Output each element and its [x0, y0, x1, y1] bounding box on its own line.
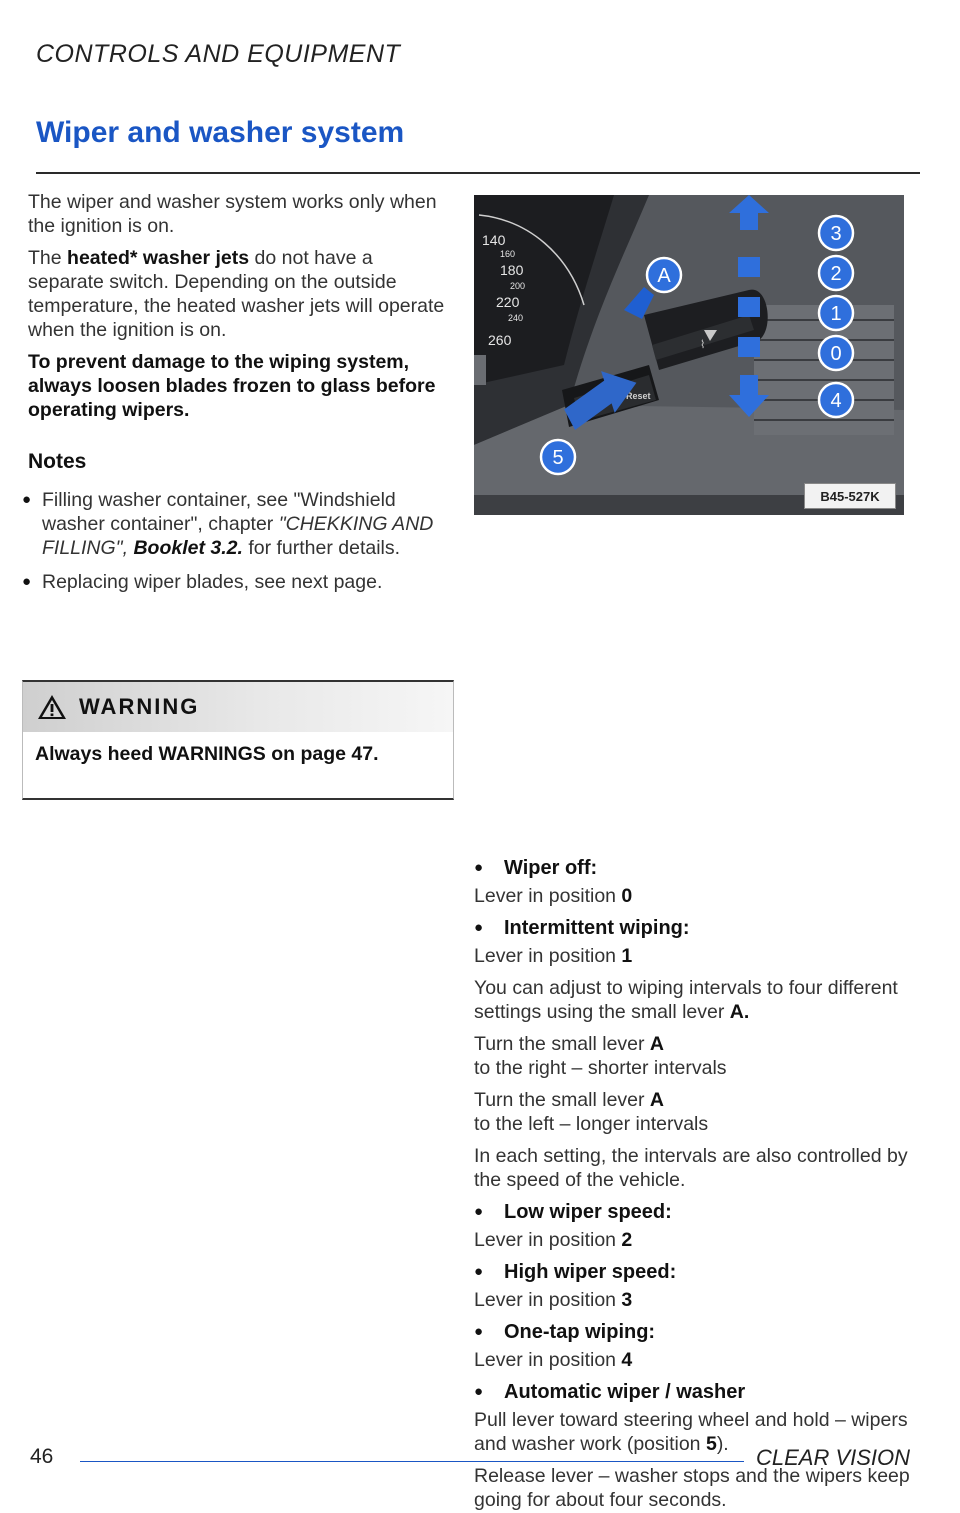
- reset-label: Reset: [626, 391, 651, 401]
- page-number: 46: [30, 1445, 54, 1468]
- svg-text:⌇: ⌇: [700, 339, 706, 351]
- gauge-tick: 260: [488, 332, 512, 348]
- turn-left-text: Turn the small lever A to the left – longer intervals: [474, 1089, 709, 1135]
- wiper-off-body: Lever in position 0: [474, 885, 633, 907]
- callout-1: 1: [830, 303, 842, 325]
- warning-text: Always heed WARNINGS on page 47.: [35, 743, 379, 765]
- callout-A: A: [657, 265, 671, 287]
- gauge-tick: 200: [510, 281, 526, 291]
- one-tap-heading: ● One-tap wiping:: [474, 1321, 656, 1343]
- bullet-icon: ●: [474, 1203, 484, 1220]
- note-item: ● Filling washer container, see "Windshield washer container", chapter "CHEKKING AND FILLING", Booklet 3.2. for further details.: [22, 489, 434, 559]
- wiper-lever-illustration: [474, 195, 904, 515]
- intermittent-body: Lever in position 1: [474, 945, 633, 967]
- gauge-tick: 180: [500, 262, 524, 278]
- bullet-icon: ●: [22, 491, 32, 508]
- bullet-icon: ●: [474, 1323, 484, 1340]
- low-speed-heading: ● Low wiper speed:: [474, 1201, 672, 1223]
- low-speed-body: Lever in position 2: [474, 1229, 633, 1251]
- gauge-tick: 220: [496, 294, 520, 310]
- callout-2: 2: [830, 263, 842, 285]
- page-title: Wiper and washer system: [36, 116, 405, 149]
- figure-code: B45-527K: [804, 483, 896, 509]
- bullet-icon: ●: [22, 573, 32, 590]
- damage-warning-paragraph: To prevent damage to the wiping system, always loosen blades frozen to glass before operating wipers.: [28, 351, 436, 421]
- callout-5: 5: [552, 447, 564, 469]
- turn-right-text: Turn the small lever A to the right – shorter intervals: [474, 1033, 727, 1079]
- bullet-icon: ●: [474, 1383, 484, 1400]
- title-divider: [36, 172, 920, 174]
- wiper-off-heading: ● Wiper off:: [474, 857, 598, 879]
- one-tap-body: Lever in position 4: [474, 1349, 633, 1371]
- high-speed-body: Lever in position 3: [474, 1289, 633, 1311]
- gauge-tick: 240: [508, 313, 524, 323]
- automatic-heading: ● Automatic wiper / washer: [474, 1381, 746, 1403]
- footer-divider: [80, 1461, 744, 1462]
- bullet-icon: ●: [474, 859, 484, 876]
- heated-jets-paragraph: The heated* washer jets do not have a separate switch. Depending on the outside temperature, the heated washer jets will operate when the ignition is on.: [28, 247, 445, 341]
- callout-4: 4: [830, 390, 842, 412]
- notes-heading: Notes: [28, 450, 87, 473]
- release-text: Release lever – washer stops and the wipers keep going for about four seconds.: [474, 1465, 910, 1511]
- intermittent-heading: ● Intermittent wiping:: [474, 917, 690, 939]
- callout-3: 3: [830, 223, 842, 245]
- intro-paragraph: The wiper and washer system works only when the ignition is on.: [28, 191, 437, 237]
- warning-header: [23, 682, 453, 732]
- note-item: ● Replacing wiper blades, see next page.: [22, 571, 383, 593]
- left-column: [22, 190, 454, 604]
- bullet-icon: ●: [474, 919, 484, 936]
- automatic-body: Pull lever toward steering wheel and hold – wipers and washer work (position 5).: [474, 1409, 908, 1455]
- heated-jets-term: heated* washer jets: [67, 247, 250, 269]
- high-speed-heading: ● High wiper speed:: [474, 1261, 677, 1283]
- right-column: [474, 850, 914, 1513]
- bullet-icon: ●: [474, 1263, 484, 1280]
- footer-title: CLEAR VISION: [756, 1445, 911, 1470]
- speed-note: In each setting, the intervals are also controlled by the speed of the vehicle.: [474, 1145, 908, 1191]
- gauge-tick: 160: [500, 249, 516, 259]
- interval-intro: You can adjust to wiping intervals to four different settings using the small lever A.: [474, 977, 898, 1023]
- warning-label: WARNING: [79, 694, 200, 719]
- warning-box: [22, 680, 454, 800]
- warning-triangle-icon: [37, 694, 67, 720]
- wiper-lever-figure: [474, 195, 904, 515]
- callout-0: 0: [830, 343, 842, 365]
- gauge-tick: 140: [482, 232, 506, 248]
- section-header: CONTROLS AND EQUIPMENT: [36, 40, 401, 68]
